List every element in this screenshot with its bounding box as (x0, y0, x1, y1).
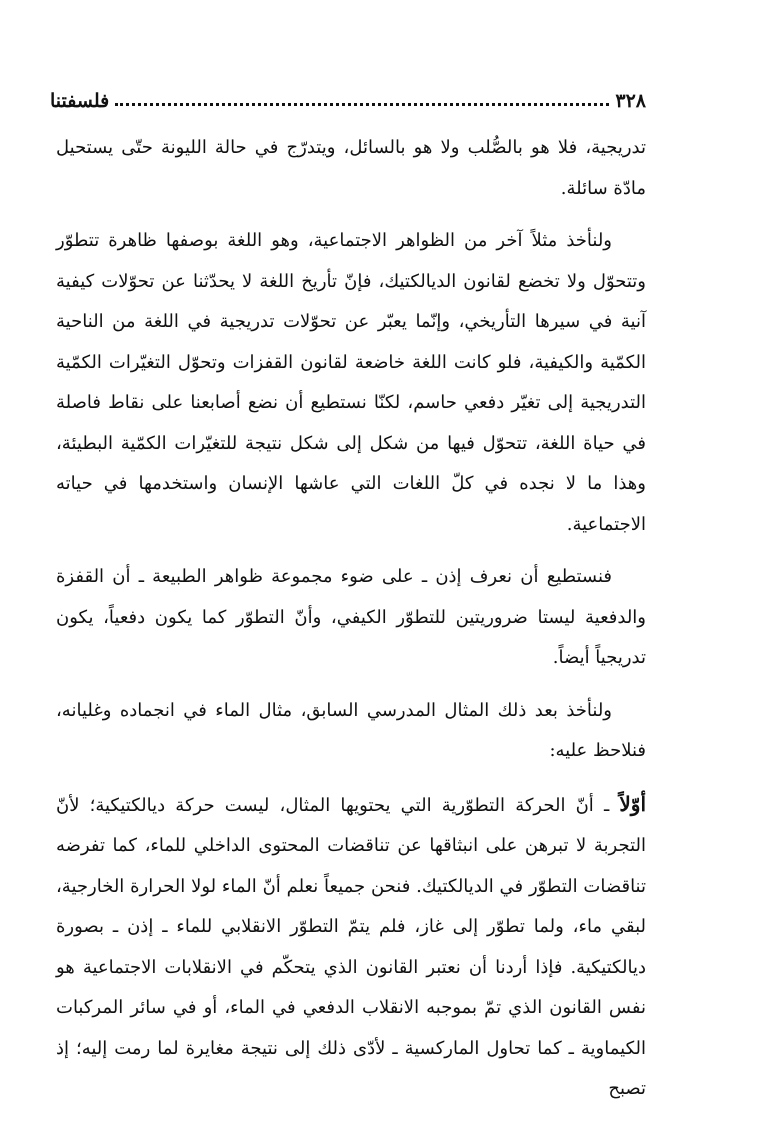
dotted-leader (115, 103, 609, 106)
paragraph-2: ولنأخذ مثلاً آخر من الظواهر الاجتماعية، وهو اللغة بوصفها ظاهرة تتطوّر وتتحوّل ولا تخضع لقانون الديالكتيك، فإنّ تأريخ اللغة لا يحدّثنا عن تحوّلات كيفية آنية في سيرها التأريخي، وإنّما يعبّر عن تحوّلات تدريجية في اللغة من الناحية الكمّية والكيفية، فلو كانت اللغة خاضعة لقانون القفزات وتحوّل التغيّرات الكمّية التدريجية إلى تغيّر دفعي حاسم، لكنّا نستطيع أن نضع أصابعنا على نقاط فاصلة في حياة اللغة، تتحوّل فيها من شكل إلى شكل نتيجة للتغيّرات الكمّية البطيئة، وهذا ما لا نجده في كلّ اللغات التي عاشها الإنسان واستخدمها في حياته الاجتماعية. (56, 230, 647, 535)
book-title: فلسفتنا (50, 90, 110, 112)
paragraph-4: ولنأخذ بعد ذلك المثال المدرسي السابق، مثال الماء في انجماده وغليانه، فنلاحظ عليه: (56, 699, 646, 761)
page-number: ٣٢٨ (615, 90, 646, 112)
paragraph-lead-word: أوّلاً (619, 791, 646, 816)
running-header (50, 80, 646, 112)
paragraph-5-text: ـ أنّ الحركة التطوّرية التي يحتويها المثال، ليست حركة ديالكتيكية؛ لأنّ التجربة لا تبرهن على انبثاقها عن تناقضات المحتوى الداخلي للماء، كما تفرضه تناقضات التطوّر في الديالكتيك. فنحن جميعاً نعلم أنّ الماء لولا الحرارة الخارجية، لبقي ماء، ولما تطوّر إلى غاز، فلم يتمّ التطوّر الانقلابي للماء ـ إذن ـ بصورة ديالكتيكية. فإذا أردنا أن نعتبر القانون الذي يتحكّم في الانقلابات الاجتماعية هو نفس القانون الذي تمّ بموجبه الانقلاب الدفعي في الماء، أو في سائر المركبات الكيماوية ـ كما تحاول الماركسية ـ لأدّى ذلك إلى نتيجة مغايرة لما رمت إليه؛ إذ تصبح (56, 794, 646, 1099)
page-body (56, 128, 646, 1122)
paragraph-5 (56, 784, 646, 1110)
paragraph-3: فنستطيع أن نعرف إذن ـ على ضوء مجموعة ظواهر الطبيعة ـ أن القفزة والدفعية ليستا ضروريتين للتطوّر الكيفي، وأنّ التطوّر كما يكون دفعياً، يكون تدريجياً أيضاً. (56, 566, 646, 668)
paragraph-1: تدريجية، فلا هو بالصُّلب ولا هو بالسائل، ويتدرّج في حالة الليونة حتّى يستحيل مادّة سائلة. (56, 137, 646, 199)
